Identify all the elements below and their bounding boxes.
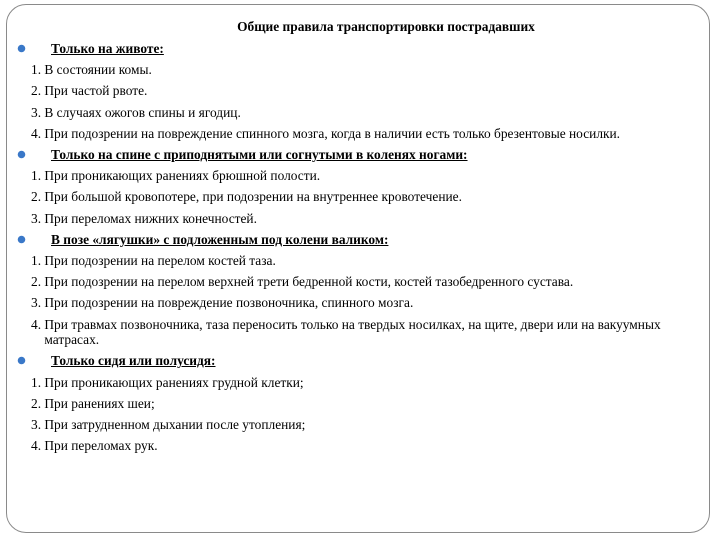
document-body [31, 17, 701, 456]
list-item [31, 250, 701, 271]
item-number: 2. [31, 189, 45, 205]
item-text: При большой кровопотере, при подозрении на внутреннее кровотечение. [44, 189, 462, 205]
section-heading-frog-pose [31, 229, 701, 250]
item-number: 2. [31, 395, 45, 411]
item-number: 1. [31, 374, 45, 390]
list-item [31, 186, 701, 207]
item-number: 3. [31, 210, 45, 226]
list-item [31, 393, 701, 414]
bullet-icon [17, 150, 26, 159]
section-heading-text: Только на спине с приподнятыми или согнутыми в коленях ногами: [51, 147, 468, 163]
item-text: При подозрении на перелом костей таза. [44, 253, 276, 269]
item-text: При переломах рук. [44, 438, 158, 454]
item-text: При ранениях шеи; [44, 395, 155, 411]
item-text: При переломах нижних конечностей. [44, 210, 257, 226]
list-item [31, 292, 701, 313]
list-item [31, 372, 701, 393]
item-number: 1. [31, 253, 45, 269]
list-item [31, 414, 701, 435]
item-number: 2. [31, 83, 45, 99]
bullet-icon [17, 235, 26, 244]
item-number: 4. [31, 438, 45, 454]
item-number: 1. [31, 168, 45, 184]
list-item [31, 435, 701, 456]
item-text: При частой рвоте. [44, 83, 148, 99]
item-number: 2. [31, 274, 45, 290]
item-text: При травмах позвоночника, таза переносить только на твердых носилках, на щите, двери или на вакуумных матрасах. [44, 316, 661, 348]
item-text: При затрудненном дыхании после утопления; [44, 416, 306, 432]
item-number: 3. [31, 104, 45, 120]
bullet-icon [17, 44, 26, 53]
item-text: При проникающих ранениях грудной клетки; [44, 374, 304, 390]
item-number: 3. [31, 295, 45, 311]
item-number: 3. [31, 416, 45, 432]
list-item [31, 59, 701, 80]
item-text: При проникающих ранениях брюшной полости. [44, 168, 321, 184]
list-item [31, 165, 701, 186]
list-item [31, 208, 701, 229]
item-number: 4. [31, 125, 45, 141]
item-text: При подозрении на повреждение позвоночника, спинного мозга. [44, 295, 414, 311]
item-text: При подозрении на повреждение спинного мозга, когда в наличии есть только брезентовые носилки. [44, 125, 621, 141]
list-item [31, 123, 701, 144]
item-text: При подозрении на перелом верхней трети бедренной кости, костей тазобедренного сустава. [44, 274, 574, 290]
item-text: В случаях ожогов спины и ягодиц. [44, 104, 241, 120]
section-heading-sitting [31, 350, 701, 371]
page-title: Общие правила транспортировки пострадавших [237, 19, 535, 34]
section-heading-text: В позе «лягушки» с подложенным под колени валиком: [51, 231, 389, 247]
section-heading-supine [31, 144, 701, 165]
list-item [31, 80, 701, 101]
item-text: В состоянии комы. [44, 62, 152, 78]
section-heading-prone [31, 38, 701, 59]
list-item [31, 102, 701, 123]
list-item [31, 271, 701, 292]
item-number: 4. [31, 316, 45, 332]
bullet-icon [17, 356, 26, 365]
item-number: 1. [31, 62, 45, 78]
list-item [31, 314, 701, 351]
section-heading-text: Только сидя или полусидя: [51, 353, 216, 369]
section-heading-text: Только на животе: [51, 41, 164, 56]
